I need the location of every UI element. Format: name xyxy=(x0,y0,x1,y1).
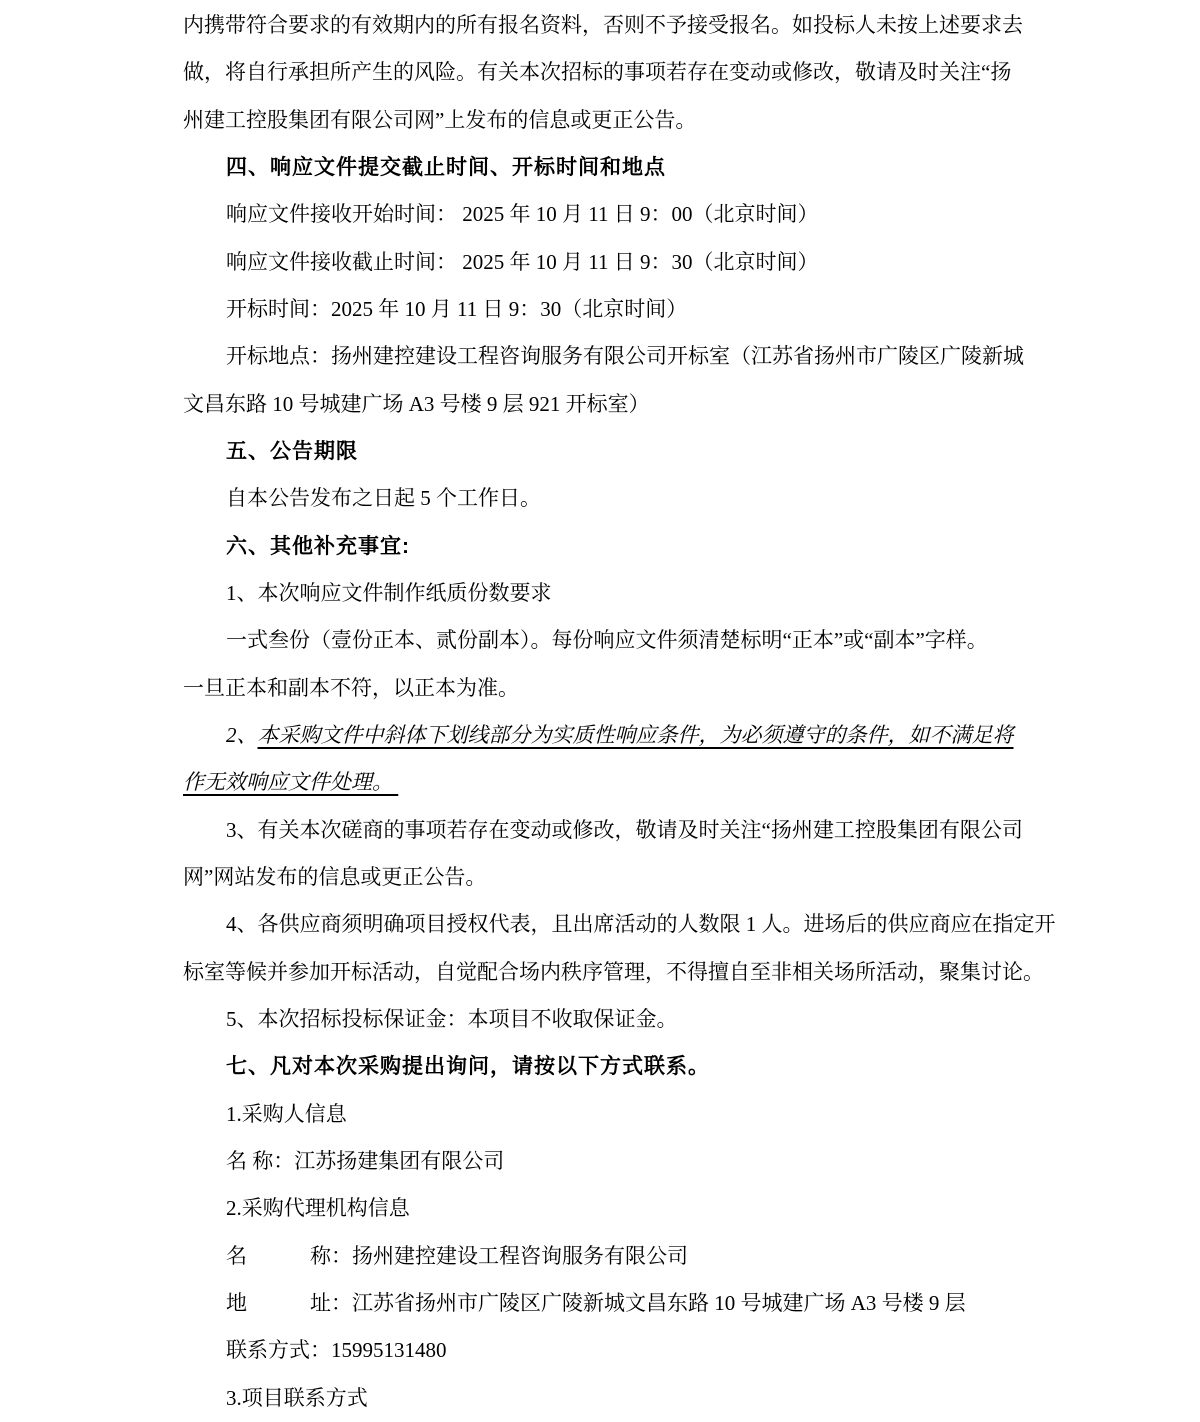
para-intro-line-2 xyxy=(183,49,1200,96)
text-run: 名 称：扬州建控建设工程咨询服务有限公司 xyxy=(226,1243,688,1268)
text-run: 四、响应文件提交截止时间、开标时间和地点 xyxy=(226,155,666,179)
text-run: 内携带符合要求的有效期内的所有报名资料，否则不予接受报名。如投标人未按上述要求去 xyxy=(183,13,1023,37)
line-receive-deadline xyxy=(183,239,1200,286)
line-bid-opening-time xyxy=(183,286,1200,333)
line-receive-start-time xyxy=(183,191,1200,238)
text-run: 网”网站发布的信息或更正公告。 xyxy=(183,864,487,889)
text-run: 地 址：江苏省扬州市广陵区广陵新城文昌东路 10 号城建广场 A3 号楼 9 层 xyxy=(226,1290,966,1315)
text-run: 3.项目联系方式 xyxy=(226,1385,368,1410)
text-run: 做，将自行承担所产生的风险。有关本次招标的事项若存在变动或修改，敬请及时关注“扬 xyxy=(183,60,1012,85)
heading-section-7 xyxy=(183,1043,1200,1090)
para-intro-line-1 xyxy=(183,2,1200,49)
line-announcement-period xyxy=(183,475,1200,522)
text-run: 作无效响应文件处理。 xyxy=(183,770,399,795)
text-run: 开标时间：2025 年 10 月 11 日 9：30（北京时间） xyxy=(226,296,688,321)
text-run: 名 称：江苏扬建集团有限公司 xyxy=(226,1148,505,1173)
line-agency-info-title xyxy=(183,1185,1200,1232)
document-body xyxy=(183,2,1200,1422)
heading-section-4 xyxy=(183,144,1200,191)
heading-section-5 xyxy=(183,428,1200,475)
text-run: 联系方式：15995131480 xyxy=(226,1338,447,1363)
line-item-4-line-2 xyxy=(183,949,1200,996)
line-item-1-body-2 xyxy=(183,665,1200,712)
text-run: 1、本次响应文件制作纸质份数要求 xyxy=(226,580,552,605)
text-run: 5、本次招标投标保证金：本项目不收取保证金。 xyxy=(226,1006,678,1031)
line-item-1-body-1 xyxy=(183,617,1200,664)
text-run: 响应文件接收截止时间： 2025 年 10 月 11 日 9：30（北京时间） xyxy=(226,249,819,274)
line-purchaser-name xyxy=(183,1138,1200,1185)
line-item-1-title xyxy=(183,570,1200,617)
text-run: 自本公告发布之日起 5 个工作日。 xyxy=(226,486,541,511)
text-run: 州建工控股集团有限公司网”上发布的信息或更正公告。 xyxy=(183,107,697,132)
line-item-2-line-2 xyxy=(183,759,1200,806)
line-purchaser-info-title xyxy=(183,1091,1200,1138)
text-run: 文昌东路 10 号城建广场 A3 号楼 9 层 921 开标室） xyxy=(183,391,650,416)
line-item-2-line-1 xyxy=(183,712,1200,759)
text-run: 五、公告期限 xyxy=(226,439,358,463)
line-agency-phone xyxy=(183,1327,1200,1374)
heading-section-6 xyxy=(183,523,1200,570)
text-run: 4、各供应商须明确项目授权代表，且出席活动的人数限 1 人。进场后的供应商应在指定开 xyxy=(226,912,1056,937)
text-run: 一式叁份（壹份正本、贰份副本）。每份响应文件须清楚标明“正本”或“副本”字样。 xyxy=(226,628,988,653)
line-item-4-line-1 xyxy=(183,901,1200,948)
line-item-3-line-2 xyxy=(183,854,1200,901)
text-run: 本采购文件中斜体下划线部分为实质性响应条件，为必须遵守的条件，如不满足将 xyxy=(257,722,1014,747)
text-run: 标室等候并参加开标活动，自觉配合场内秩序管理，不得擅自至非相关场所活动，聚集讨论。 xyxy=(183,959,1044,984)
text-run: 响应文件接收开始时间： 2025 年 10 月 11 日 9：00（北京时间） xyxy=(226,202,819,227)
line-item-3-line-1 xyxy=(183,807,1200,854)
para-intro-line-3 xyxy=(183,97,1200,144)
text-run: 2、 xyxy=(226,722,258,747)
line-agency-name xyxy=(183,1233,1200,1280)
text-run: 1.采购人信息 xyxy=(226,1101,347,1126)
text-run: 2.采购代理机构信息 xyxy=(226,1196,410,1221)
text-run: 七、凡对本次采购提出询问，请按以下方式联系。 xyxy=(226,1055,710,1079)
text-run: 3、有关本次磋商的事项若存在变动或修改，敬请及时关注“扬州建工控股集团有限公司 xyxy=(226,817,1023,842)
line-bid-opening-place-2 xyxy=(183,381,1200,428)
line-agency-address xyxy=(183,1280,1200,1327)
line-project-contact-title xyxy=(183,1375,1200,1422)
text-run: 六、其他补充事宜: xyxy=(226,534,410,558)
line-item-5 xyxy=(183,996,1200,1043)
line-bid-opening-place-1 xyxy=(183,333,1200,380)
text-run: 一旦正本和副本不符，以正本为准。 xyxy=(183,675,519,700)
text-run: 开标地点：扬州建控建设工程咨询服务有限公司开标室（江苏省扬州市广陵区广陵新城 xyxy=(226,344,1024,369)
